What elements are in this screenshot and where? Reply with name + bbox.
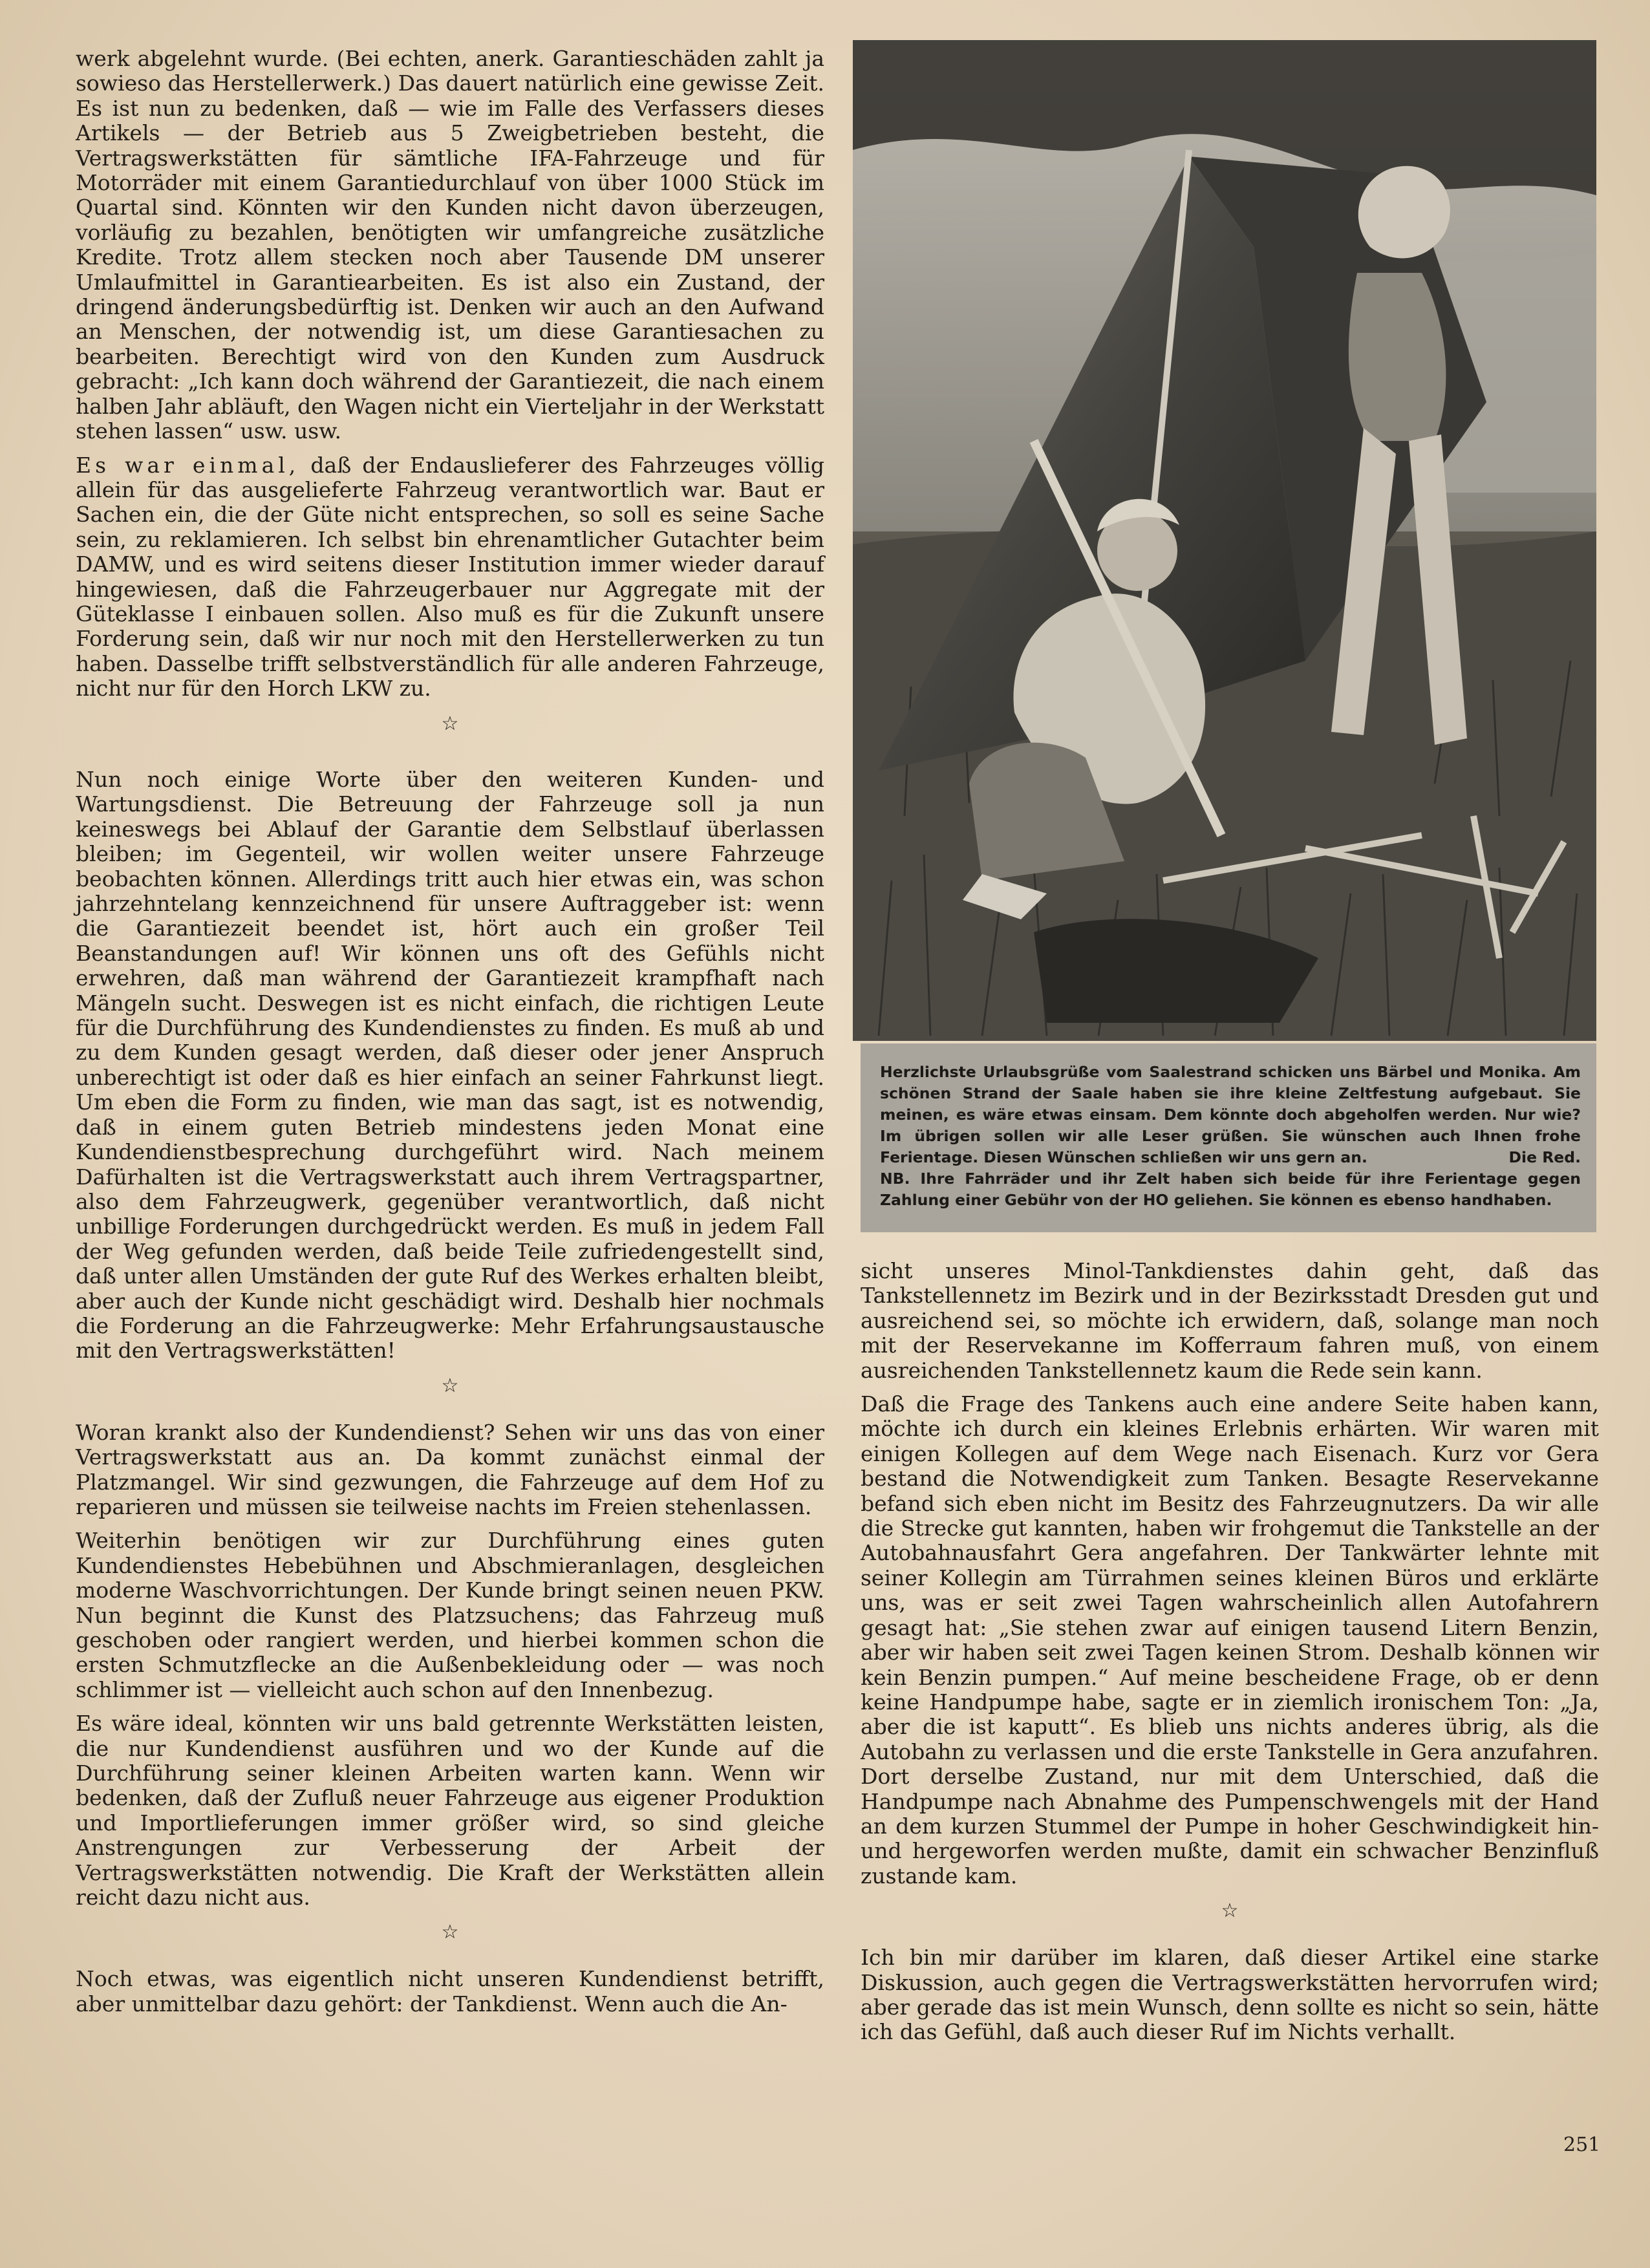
star-divider: ☆ xyxy=(441,1374,459,1397)
paragraph: Es wäre ideal, könnten wir uns bald getrennte Werkstätten leisten, die nur Kundendienst ausführen und wo der Kunde auf die Durchführung seiner kleinen Arbeiten warten kann. Wenn wir bedenken, daß der Zufluß neuer Fahrzeuge aus eigener Produktion und Importlieferungen immer größer wird, so sind gleiche Anstrengungen zur Verbesserung der Arbeit der Vertragswerkstätten notwendig. Die Kraft der Werkstätten allein reicht dazu nicht aus. xyxy=(76,1711,824,1910)
paragraph: Noch etwas, was eigentlich nicht unseren Kundendienst betrifft, aber unmittelbar dazu gehört: der Tankdienst. Wenn auch die An- xyxy=(76,1966,824,2017)
caption-signature: Die Red. xyxy=(1508,1148,1581,1166)
caption-note: NB. Ihre Fahrräder und ihr Zelt haben sich beide für ihre Ferientage gegen Zahlung einer Gebühr von der HO geliehen. Sie können es ebenso handhaben. xyxy=(880,1170,1581,1209)
paragraph: Ich bin mir darüber im klaren, daß dieser Artikel eine starke Diskussion, auch gegen die Vertragswerkstätten hervorrufen wird; aber gerade das ist mein Wunsch, denn sollte es nicht so sein, hätte ich das Gefühl, daß auch dieser Ruf im Nichts verhallt. xyxy=(861,1945,1599,2045)
paragraph: Daß die Frage des Tankens auch eine andere Seite haben kann, möchte ich durch ein kleines Erlebnis erhärten. Wir waren mit einigen Kollegen auf dem Wege nach Eisenach. Kurz vor Gera bestand die Notwendigkeit zum Tanken. Besagte Reservekanne befand sich eben nicht im Besitz des Fahrzeugnutzers. Da wir alle die Strecke gut kannten, haben wir frohgemut die Tankstelle an der Autobahnausfahrt Gera angefahren. Der Tankwärter lehnte mit seiner Kollegin am Türrahmen seines kleinen Büros und erklärte uns, was er seit zwei Tagen wahrscheinlich allen Autofahrern gesagt hat: „Sie stehen zwar auf einigen tausend Litern Benzin, aber wir haben seit zwei Tagen keinen Strom. Deshalb können wir kein Benzin pumpen.“ Auf meine bescheidene Frage, ob er denn keine Handpumpe habe, sagte er in ziemlich ironischem Ton: „Ja, aber die ist kaputt“. Es blieb uns nichts anderes übrig, als die Autobahn zu verlassen und die erste Tankstelle in Gera anzufahren. Dort derselbe Zustand, nur mit dem Unterschied, daß die Handpumpe nach Abnahme des Pumpenschwengels mit der Hand an dem kurzen Stummel der Pumpe in hoher Geschwindigkeit hin- und hergeworfen werden mußte, damit ein schwacher Benzinfluß zustande kam. xyxy=(861,1391,1599,1888)
photo-caption xyxy=(861,1043,1596,1232)
star-divider: ☆ xyxy=(441,712,459,735)
caption-text: Herzlichste Urlaubsgrüße vom Saalestrand schicken uns Bärbel und Monika. Am schönen Strand der Saale haben sie ihre kleine Zeltfestung aufgebaut. Sie meinen, es wäre etwas einsam. Dem könnte doch abgeholfen werden. Nur wie? Im übrigen sollen wir alle Leser grüßen. Sie wünschen auch Ihnen frohe Ferientage. Diesen Wünschen schließen wir uns gern an. xyxy=(880,1063,1581,1166)
paragraph xyxy=(76,453,824,701)
paragraph: Nun noch einige Worte über den weiteren Kunden- und Wartungsdienst. Die Betreuung der Fahrzeuge soll ja nun keineswegs bei Ablauf der Garantie dem Selbstlauf überlassen bleiben; im Gegenteil, wir wollen weiter unsere Fahrzeuge beobachten können. Allerdings tritt auch hier etwas ein, was schon jahrzehntelang kennzeichnend für unsere Auftraggeber ist: wenn die Garantiezeit beendet ist, hört auch ein großer Teil Beanstandungen auf! Wir können uns oft des Gefühls nicht erwehren, daß man während der Garantiezeit krampfhaft nach Mängeln sucht. Deswegen ist es nicht einfach, die richtigen Leute für die Durchführung des Kundendienstes zu finden. Es muß ab und zu dem Kunden gesagt werden, daß dieser oder jener Anspruch unberechtigt ist oder daß es hier einfach an seiner Fahrkunst liegt. Um eben die Form zu finden, wie man das sagt, ist es notwendig, daß in einem guten Betrieb mindestens jeden Monat eine Kundendienstbesprechung durchgeführt wird. Nach meinem Dafürhalten ist die Vertragswerkstatt auch ihrem Vertragspartner, also dem Fahrzeugwerk, gegenüber verantwortlich, daß nicht unbillige Forderungen durchgedrückt werden. Es muß in jedem Fall der Weg gefunden werden, daß beide Teile zufriedengestellt sind, daß unter allen Umständen der gute Ruf des Werkes erhalten bleibt, aber auch der Kunde nicht geschädigt wird. Deshalb hier nochmals die Forderung an die Fahrzeugwerke: Mehr Erfahrungsaustausche mit den Vertragswerkstätten! xyxy=(76,767,824,1364)
star-divider: ☆ xyxy=(441,1921,459,1944)
page-number: 251 xyxy=(1563,2134,1601,2156)
left-column-top xyxy=(76,47,824,758)
paragraph: Woran krankt also der Kundendienst? Sehen wir uns das von einer Vertragswerkstatt aus an. Da kommt zunächst einmal der Platzmangel. Wir sind gezwungen, die Fahrzeuge auf dem Hof zu reparieren und müssen sie teilweise nachts im Freien stehenlassen. xyxy=(76,1419,824,1519)
star-divider: ☆ xyxy=(1221,1899,1239,1923)
paragraph: werk abgelehnt wurde. (Bei echten, anerk. Garantieschäden zahlt ja sowieso das Herstellerwerk.) Das dauert natürlich eine gewisse Zeit. Es ist nun zu bedenken, daß — wie im Falle des Verfassers dieses Artikels — der Betrieb aus 5 Zweigbetrieben besteht, die Vertragswerkstätten für sämtliche IFA-Fahrzeuge und für Motorräder mit einem Garantiedurchlauf von über 1000 Stück im Quartal sind. Könnten wir den Kunden nicht davon überzeugen, vorläufig zu bezahlen, benötigten wir umfangreiche zusätzliche Kredite. Trotz allem stecken noch aber Tausende DM unserer Umlaufmittel in Garantiearbeiten. Es ist also ein Zustand, der dringend änderungsbedürftig ist. Denken wir auch an den Aufwand an Menschen, der notwendig ist, um diese Garantiesachen zu bearbeiten. Berechtigt wird von den Kunden zum Ausdruck gebracht: „Ich kann doch während der Garantiezeit, die nach einem halben Jahr abläuft, den Wagen nicht ein Vierteljahr in der Werkstatt stehen lassen“ usw. usw. xyxy=(76,46,824,444)
paragraph: Weiterhin benötigen wir zur Durchführung eines guten Kundendienstes Hebebühnen und Abschmieranlagen, desgleichen moderne Waschvorrichtungen. Der Kunde bringt seinen neuen PKW. Nun beginnt die Kunst des Platzsuchens; das Fahrzeug muß geschoben oder rangiert werden, und hierbei kommen schon die ersten Schmutzflecke an die Außenbekleidung oder — was noch schlimmer ist — vielleicht auch schon auf den Innenbezug. xyxy=(76,1528,824,1702)
paragraph-text: daß der Endauslieferer des Fahrzeuges völlig allein für das ausgelieferte Fahrzeug verantwortlich war. Baut er Sachen ein, die der Güte nicht entsprechen, so soll es seine Sache sein, zu reklamieren. Ich selbst bin ehrenamtlicher Gutachter beim DAMW, und es wird seitens dieser Institution immer wieder darauf hingewiesen, daß die Fahrzeugerbauer nur Aggregate mit der Güteklasse I einbauen sollen. Also muß es für die Zukunft unsere Forderung sein, daß wir nur noch mit den Herstellerwerken zu tun haben. Dasselbe trifft selbstverständlich für alle anderen Fahrzeuge, nicht nur für den Horch LKW zu. xyxy=(76,452,824,701)
photo-illustration xyxy=(853,40,1596,1041)
tent-photo xyxy=(853,40,1596,1041)
left-column-bottom xyxy=(76,767,824,2017)
lead-words: Es war einmal, xyxy=(76,452,300,478)
paragraph: sicht unseres Minol-Tankdienstes dahin geht, daß das Tankstellennetz im Bezirk und in der Bezirksstadt Dresden gut und ausreichend sei, so möchte ich erwidern, daß, solange man noch mit der Reservekanne im Kofferraum fahren muß, von einem ausreichenden Tankstellennetz kaum die Rede sein kann. xyxy=(861,1258,1599,1383)
right-column xyxy=(861,1259,1599,2045)
